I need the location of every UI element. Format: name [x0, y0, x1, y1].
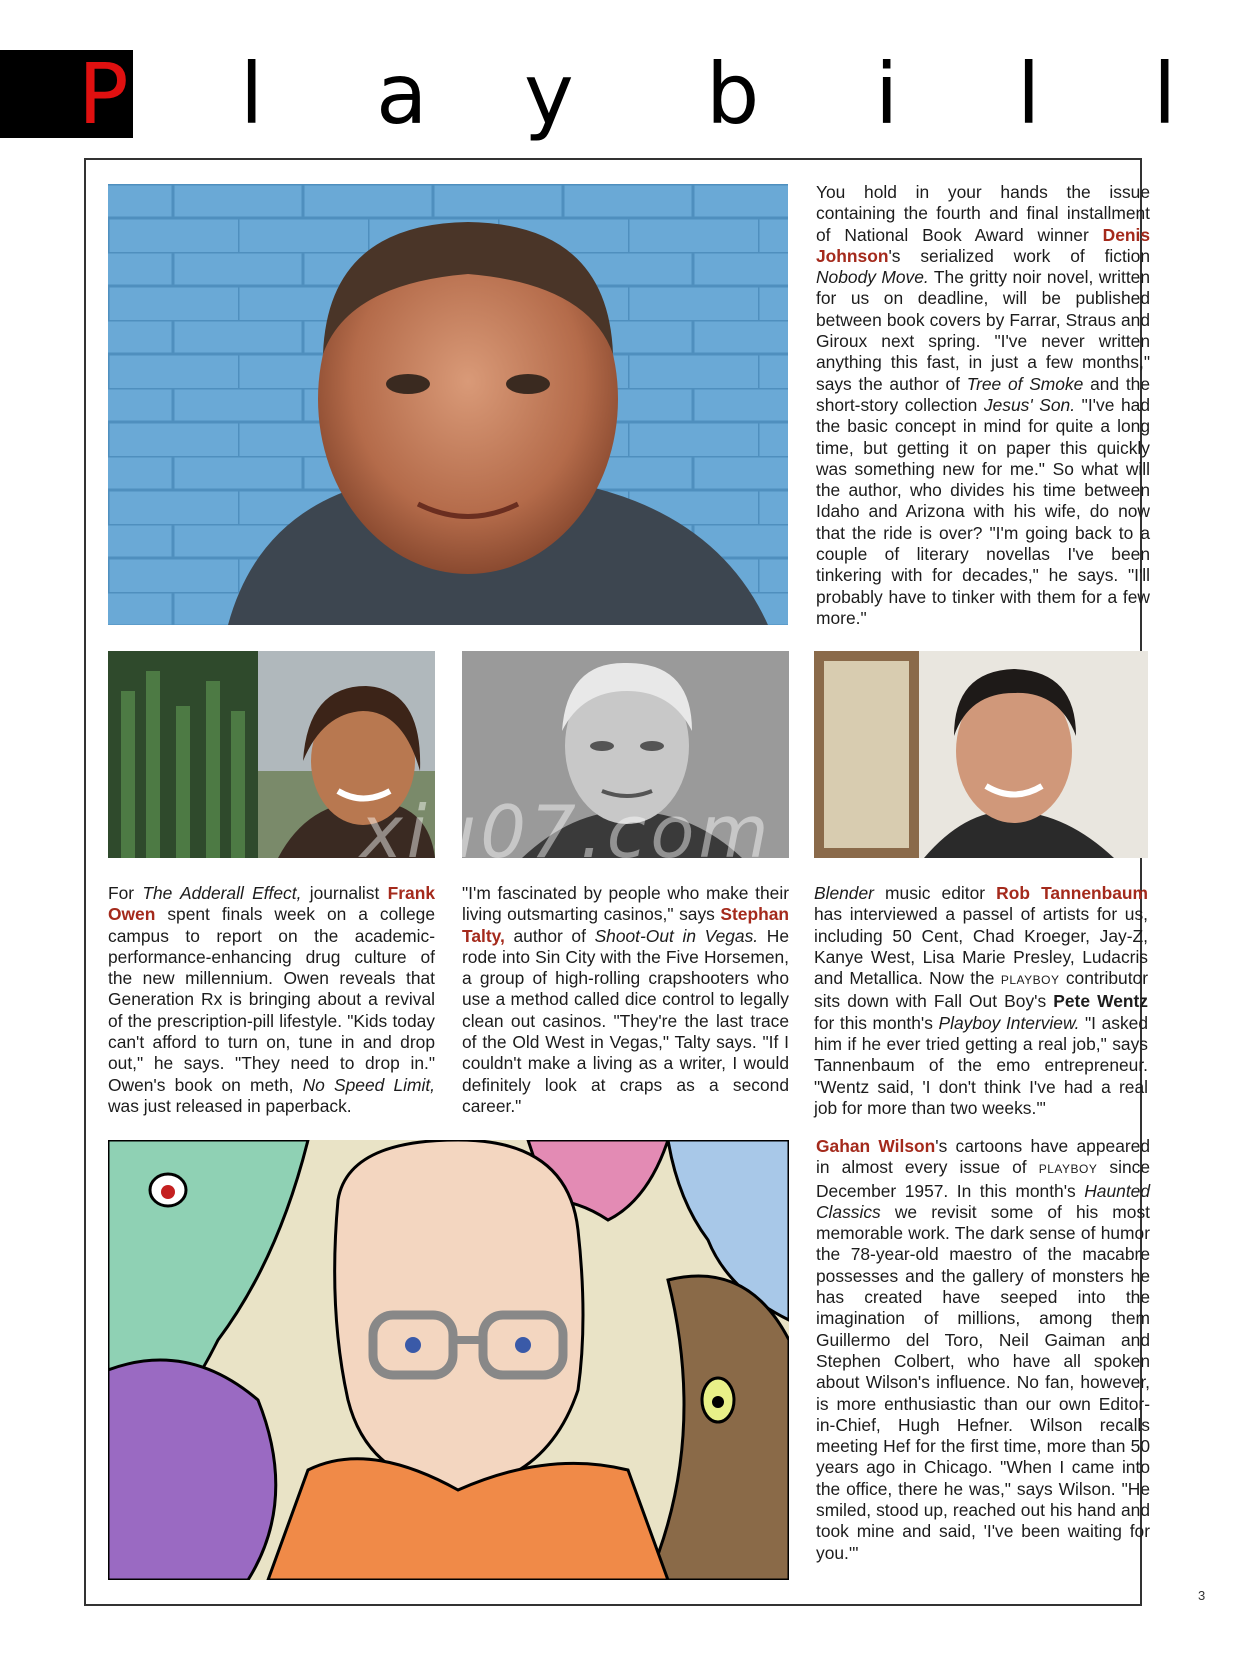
name-rob-tannenbaum: Rob Tannenbaum — [996, 883, 1148, 903]
gahan-wilson-text — [816, 1136, 1150, 1564]
text-segment: for this month's — [814, 1012, 939, 1033]
denis-johnson-photo — [108, 184, 788, 625]
title-letter-l: l — [240, 45, 264, 143]
denis-johnson-text — [816, 182, 1150, 629]
gahan-wilson-cartoon — [108, 1140, 789, 1580]
text-segment: He rode into Sin City with the Five Horsemen, a group of high-rolling crapshooters who use a method called dice control to legally clean out casinos. "They're the last trace of the Old West in Vegas," Talty says. "If I couldn't make a living as a writer, I would definitely look at craps as a second career." — [462, 925, 790, 1116]
title-letter-y: y — [524, 45, 574, 143]
title-letter-b: b — [706, 45, 760, 143]
text-segment: "I'm fascinated by people who make their living outsmarting casinos," says — [462, 883, 789, 925]
page-number: 3 — [1198, 1588, 1206, 1603]
text-segment: we revisit some of his most memorable work. The dark sense of humor the 78-year-old maestro of the macabre possesses and the gallery of monsters he has created have seeped into the imagination of millions, among them Guillermo del Toro, Neil Gaiman and Stephen Colbert, who have all spoken about Wilson's influence. No fan, however, is more enthusiastic than our own Editor-in-Chief, Hugh Hefner. Wilson recalls meeting Hef for the first time, more than 50 years ago in Chicago. "When I came into the office, there he was," says Wilson. "He smiled, stood up, reached out his hand and took mine and said, 'I've been waiting for you.'" — [816, 1201, 1150, 1563]
title-letter-l2: l — [1017, 45, 1041, 143]
rob-tannenbaum-text — [814, 883, 1148, 1119]
name-pete-wentz: Pete Wentz — [1053, 991, 1148, 1012]
title-letter-i: i — [875, 45, 899, 143]
text-segment: author of — [504, 925, 595, 946]
text-segment: contributor sits down with Fall Out Boy's — [814, 968, 1148, 1012]
playboy-smallcaps: PLAYBOY — [1000, 973, 1060, 988]
title-letter-l3: l — [1153, 45, 1177, 143]
book-title: Nobody Move. — [816, 267, 929, 288]
name-frank-owen: Frank Owen — [108, 883, 435, 925]
text-segment: has interviewed a passel of artists for us, including 50 Cent, Chad Kroeger, Jay-Z, Kanye West, Lisa Marie Presley, Ludacris and Metallica. Now the — [814, 904, 1148, 989]
feature-title: Playboy Interview. — [938, 1012, 1080, 1033]
text-segment: The gritty noir novel, written for us on deadline, will be published between book covers by Farrar, Straus and Giroux next spring. "I've never written anything this fast, in just a few months," says the author of — [816, 267, 1150, 394]
book-title: Tree of Smoke — [966, 373, 1084, 394]
text-segment: You hold in your hands the issue containing the fourth and final installment of National Book Award winner — [816, 182, 1150, 245]
text-segment: 's cartoons have appeared in almost every issue of — [816, 1136, 1151, 1178]
title-letter-p: P — [78, 45, 129, 143]
book-title: Jesus' Son. — [983, 394, 1076, 415]
text-segment: spent finals week on a college campus to report on the academic-performance-enhancing drug culture of the new millennium. Owen reveals that Generation Rx is bringing about a revival of the prescription-pill lifestyle. "Kids today can't afford to turn on, tune in and drop out," he says. "They need to drop in." Owen's book on meth, — [108, 904, 435, 1095]
book-title: The Adderall Effect, — [142, 883, 302, 903]
frank-owen-text — [108, 883, 435, 1117]
text-segment: "I asked him if he ever tried getting a real job," says Tannenbaum of the emo entrepreneur. "Wentz said, 'I don't think I've had a real job for more than two weeks.'" — [814, 1012, 1148, 1118]
text-segment: "I've had the basic concept in mind for quite a long time, but getting it on paper this quickly was something new for me." So what will the author, who divides his time between Idaho and Arizona with his wife, do now that the ride is over? "I'm going back to a couple of literary novellas I've been tinkering with for decades," he says. "I'll probably have to tinker with them for a few more." — [816, 394, 1150, 628]
text-segment: since December 1957. In this month's — [816, 1157, 1151, 1201]
title-letter-a: a — [376, 45, 428, 143]
playboy-smallcaps: PLAYBOY — [1038, 1162, 1098, 1177]
book-title: Shoot-Out in Vegas. — [594, 925, 759, 946]
feature-title: Haunted Classics — [816, 1180, 1150, 1222]
text-segment: For — [108, 883, 143, 903]
name-stephan-talty: Stephan Talty, — [462, 904, 789, 946]
page-title — [0, 45, 1246, 143]
stephan-talty-text — [462, 883, 789, 1117]
name-denis-johnson: Denis Johnson — [816, 224, 1150, 266]
book-title: No Speed Limit, — [302, 1074, 436, 1095]
text-segment: music editor — [873, 883, 997, 903]
watermark: xiu07.com — [360, 790, 773, 874]
text-segment: and the short-story collection — [816, 373, 1151, 415]
magazine-title: Blender — [814, 883, 874, 903]
text-segment: 's serialized work of fiction — [888, 245, 1150, 266]
text-segment: journalist — [301, 883, 388, 903]
text-segment: was just released in paperback. — [108, 1095, 352, 1116]
rob-tannenbaum-photo — [814, 651, 1148, 858]
name-gahan-wilson: Gahan Wilson — [816, 1136, 936, 1156]
